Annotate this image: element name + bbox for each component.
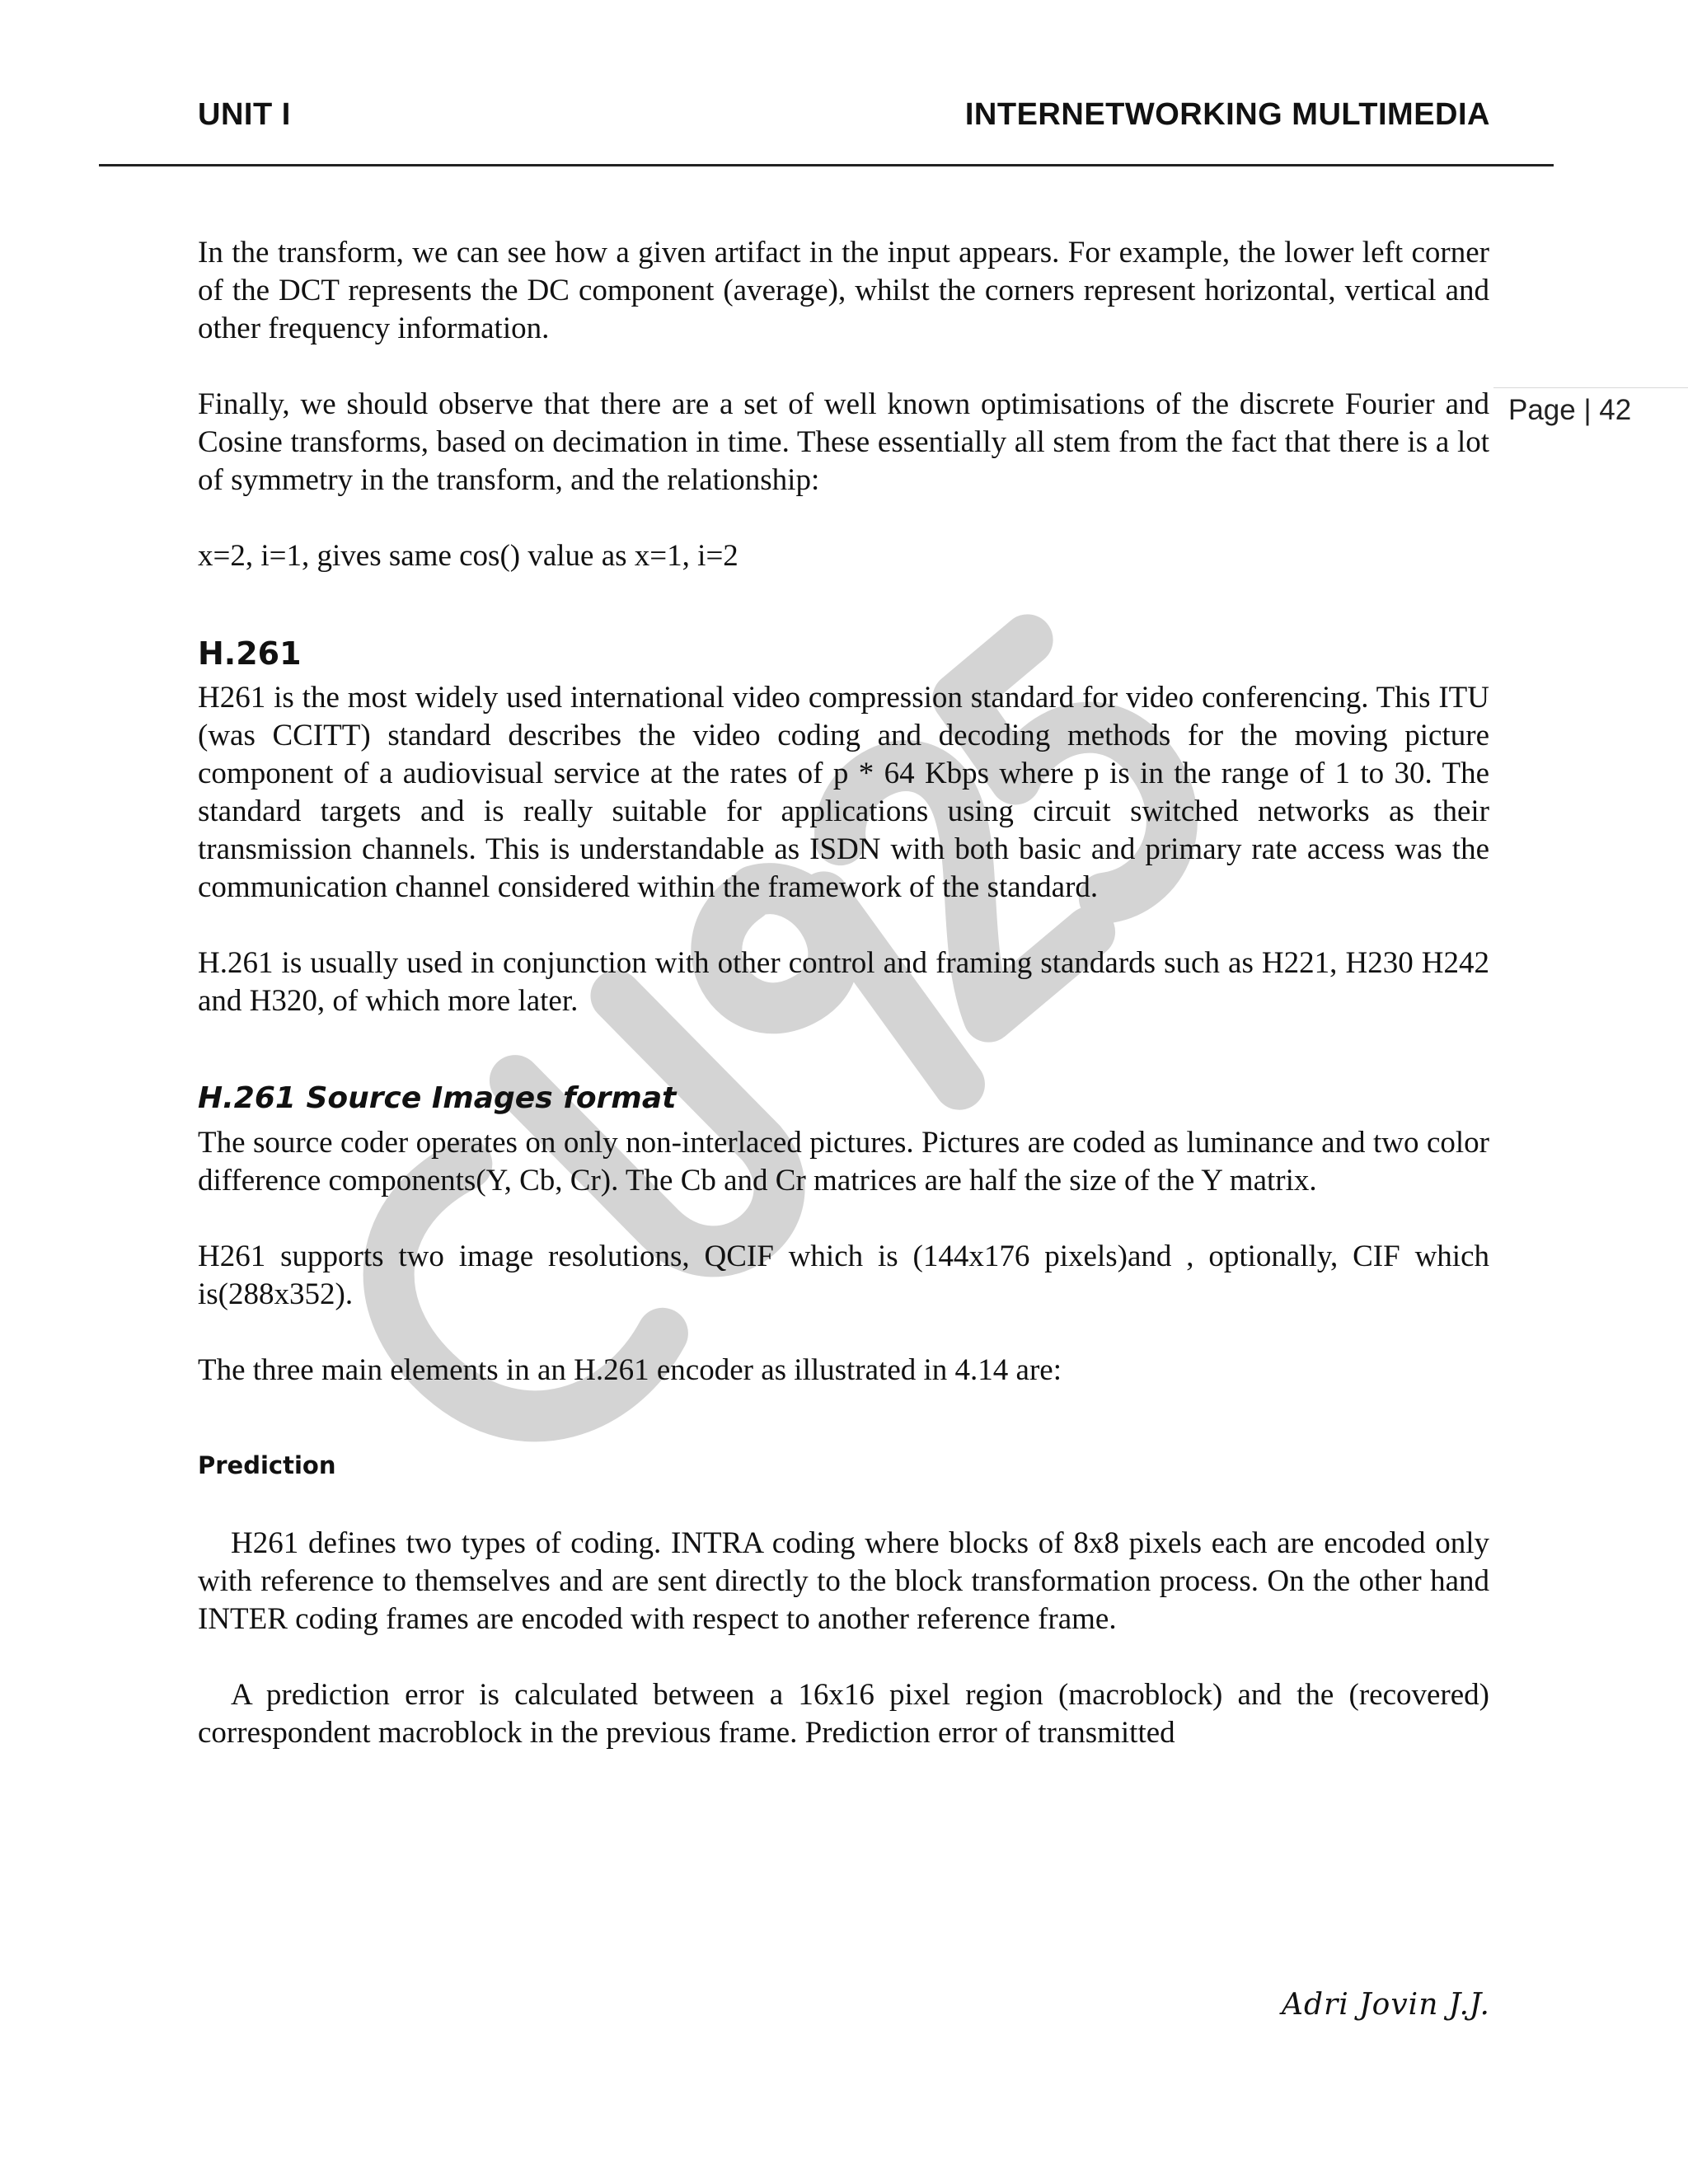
paragraph-h261-standards: H.261 is usually used in conjunction with other control and framing standards such as H221, H230 H242 and H320, of which more later. — [198, 946, 1489, 1018]
paragraph-h261-intro: H261 is the most widely used international video compression standard for video conferencing. This ITU (was CCITT) standard describes the video coding and decoding methods for the moving picture component of a audiovisual service at the rates of p * 64 Kbps where p is in the range of 1 to 30. The standard targets and is really suitable for applications using circuit switched networks as their transmission channels. This is understandable as ISDN with both basic and primary rate access was the communication channel considered within the framework of the standard. — [198, 681, 1489, 904]
paragraph-resolutions: H261 supports two image resolutions, QCIF which is (144x176 pixels)and , optionally, CIF which is(288x352). — [198, 1240, 1489, 1311]
paragraph-transform: In the transform, we can see how a given artifact in the input appears. For example, the lower left corner of the DCT represents the DC component (average), whilst the corners represent horizontal, vertical and other frequency information. — [198, 236, 1489, 345]
header-unit: UNIT I — [198, 97, 291, 132]
page-number-divider — [1493, 387, 1688, 388]
body-content — [198, 234, 1489, 1752]
paragraph-optimisations: Finally, we should observe that there are a set of well known optimisations of the discrete Fourier and Cosine transforms, based on decimation in time. These essentially all stem from the fact that there is a lot of symmetry in the transform, and the relationship: — [198, 387, 1489, 497]
subsection-heading-prediction: Prediction — [198, 1451, 336, 1479]
header-title: INTERNETWORKING MULTIMEDIA — [964, 97, 1490, 132]
section-heading-h261: H.261 — [198, 635, 302, 672]
subsection-heading-source-images: H.261 Source Images format — [198, 1081, 677, 1115]
paragraph-coding-types: H261 defines two types of coding. INTRA coding where blocks of 8x8 pixels each are encoded only with reference to themselves and are sent directly to the block transformation process. On the other hand INTER coding frames are encoded with respect to another reference frame. — [198, 1526, 1489, 1636]
paragraph-prediction-error: A prediction error is calculated between a 16x16 pixel region (macroblock) and the (recovered) correspondent macroblock in the previous frame. Prediction error of transmitted — [198, 1678, 1489, 1750]
author-signature: Adri Jovin J.J. — [1282, 1988, 1490, 2022]
page-number: Page | 42 — [1508, 394, 1632, 426]
paragraph-source-coder: The source coder operates on only non-interlaced pictures. Pictures are coded as luminance and two color difference components(Y, Cb, Cr). The Cb and Cr matrices are half the size of the Y matrix. — [198, 1126, 1489, 1197]
paragraph-encoder-elements: The three main elements in an H.261 encoder as illustrated in 4.14 are: — [198, 1353, 1062, 1387]
paragraph-relationship: x=2, i=1, gives same cos() value as x=1, i=2 — [198, 539, 738, 573]
header-divider — [99, 164, 1554, 166]
